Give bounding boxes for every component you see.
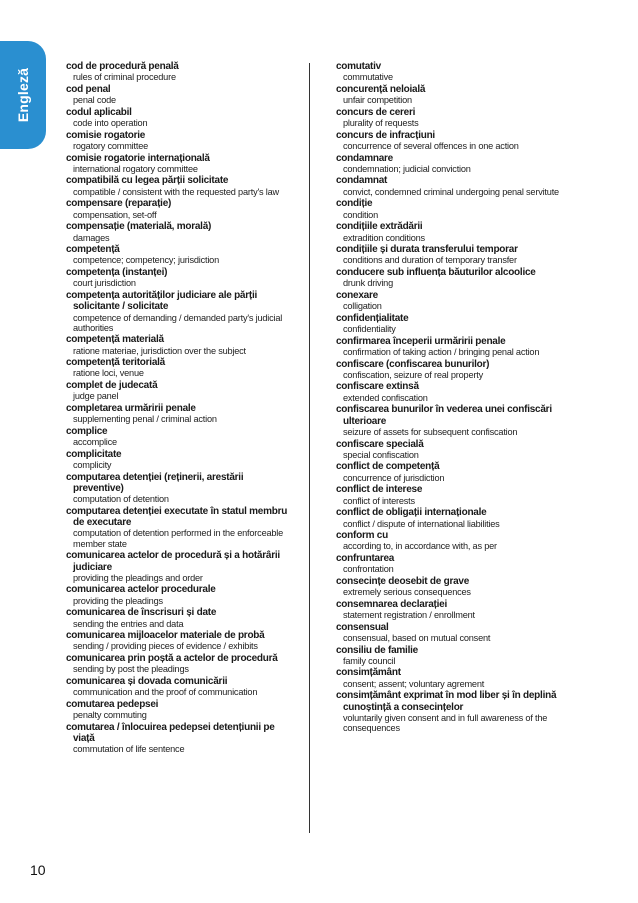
glossary-definition: code into operation xyxy=(73,118,148,129)
glossary-entry xyxy=(336,645,564,667)
glossary-term: consimțământ xyxy=(336,667,401,679)
glossary-entry xyxy=(336,507,564,529)
glossary-entry xyxy=(66,653,292,675)
glossary-entry xyxy=(66,221,292,243)
glossary-entry xyxy=(336,61,564,83)
glossary-term: complice xyxy=(66,425,108,437)
glossary-term: cod de procedură penală xyxy=(66,61,179,72)
glossary-definition: colligation xyxy=(343,301,382,312)
glossary-term: completarea urmăririi penale xyxy=(66,402,196,414)
glossary-definition: according to, in accordance with, as per xyxy=(343,541,497,552)
glossary-definition: extremely serious consequences xyxy=(343,587,471,598)
glossary-term: complet de judecată xyxy=(66,380,158,392)
language-side-tab xyxy=(0,41,46,149)
glossary-definition: confiscation, seizure of real property xyxy=(343,369,483,380)
page-number: 10 xyxy=(30,862,46,878)
glossary-term: complicitate xyxy=(66,448,122,460)
glossary-term: comisie rogatorie internațională xyxy=(66,152,210,164)
glossary-entry xyxy=(66,357,292,379)
glossary-definition: condition xyxy=(343,209,378,220)
glossary-term: concurs de infracțiuni xyxy=(336,129,435,141)
glossary-definition: accomplice xyxy=(73,437,117,448)
glossary-term: consensual xyxy=(336,621,389,633)
glossary-entry xyxy=(66,676,292,698)
glossary-entry xyxy=(66,584,292,606)
glossary-entry xyxy=(66,403,292,425)
glossary-entry xyxy=(66,244,292,266)
glossary-entry xyxy=(66,380,292,402)
glossary-definition: computation of detention xyxy=(73,494,169,505)
glossary-entry xyxy=(66,722,292,755)
glossary-entry xyxy=(336,530,564,552)
glossary-entry xyxy=(66,267,292,289)
glossary-term: conform cu xyxy=(336,530,388,542)
glossary-term: conducere sub influența băuturilor alcoolice xyxy=(336,267,536,279)
glossary-entry xyxy=(66,506,292,549)
glossary-term: confidențialitate xyxy=(336,312,409,324)
glossary-term: comunicarea mijloacelor materiale de probă xyxy=(66,630,265,642)
glossary-definition: rogatory committee xyxy=(73,140,149,151)
glossary-definition: drunk driving xyxy=(343,278,393,289)
glossary-definition: confrontation xyxy=(343,564,394,575)
glossary-entry xyxy=(66,198,292,220)
glossary-definition: providing the pleadings and order xyxy=(73,572,203,583)
glossary-definition: computation of detention performed in the enforceable member state xyxy=(73,528,284,549)
glossary-entry xyxy=(336,198,564,220)
glossary-definition: commutative xyxy=(343,72,393,83)
glossary-definition: voluntarily given consent and in full awareness of the consequences xyxy=(343,712,548,734)
glossary-entry xyxy=(66,61,292,83)
glossary-column-right xyxy=(336,61,564,735)
glossary-entry xyxy=(336,107,564,129)
glossary-term: competență materială xyxy=(66,334,164,346)
glossary-definition: complicity xyxy=(73,460,112,471)
glossary-definition: compensation, set-off xyxy=(73,209,157,220)
glossary-entry xyxy=(66,550,292,583)
glossary-entry xyxy=(66,334,292,356)
glossary-term: consimțământ exprimat în mod liber și în deplină cunoștință a consecințelor xyxy=(336,690,557,713)
glossary-entry xyxy=(336,404,564,437)
glossary-term: comunicarea și dovada comunicării xyxy=(66,675,228,687)
glossary-definition: commutation of life sentence xyxy=(73,744,185,755)
glossary-entry xyxy=(66,699,292,721)
glossary-entry xyxy=(66,84,292,106)
glossary-entry xyxy=(336,244,564,266)
glossary-term: condamnare xyxy=(336,152,393,164)
glossary-term: comutarea / înlocuirea pedepsei detențiunii pe viață xyxy=(66,721,275,745)
glossary-definition: penal code xyxy=(73,95,116,106)
glossary-term: compensație (materială, morală) xyxy=(66,221,212,233)
glossary-entry xyxy=(66,449,292,471)
glossary-entry xyxy=(336,690,564,733)
glossary-entry xyxy=(336,461,564,483)
glossary-definition: unfair competition xyxy=(343,95,412,106)
glossary-entry xyxy=(336,84,564,106)
glossary-definition: ratione loci, venue xyxy=(73,368,144,379)
column-divider xyxy=(309,63,310,833)
glossary-entry xyxy=(66,107,292,129)
glossary-term: confiscarea bunurilor în vederea unei confiscări ulterioare xyxy=(336,404,552,427)
glossary-entry xyxy=(66,153,292,175)
glossary-entry xyxy=(336,667,564,689)
glossary-term: condiție xyxy=(336,198,373,210)
glossary-definition: special confiscation xyxy=(343,449,419,460)
glossary-term: comunicarea prin poștă a actelor de procedură xyxy=(66,653,278,665)
glossary-term: comunicarea actelor de procedură și a hotărârii judiciare xyxy=(66,550,280,573)
glossary-entry xyxy=(336,313,564,335)
glossary-entry xyxy=(66,472,292,505)
glossary-term: concurs de cereri xyxy=(336,106,416,118)
glossary-definition: extradition conditions xyxy=(343,232,425,243)
glossary-term: condamnat xyxy=(336,175,388,187)
glossary-entry xyxy=(336,336,564,358)
glossary-term: comunicarea actelor procedurale xyxy=(66,584,216,596)
glossary-definition: court jurisdiction xyxy=(73,278,136,289)
glossary-definition: rules of criminal procedure xyxy=(73,72,176,83)
glossary-term: confiscare (confiscarea bunurilor) xyxy=(336,358,490,370)
glossary-term: cod penal xyxy=(66,83,111,95)
glossary-definition: conditions and duration of temporary transfer xyxy=(343,255,517,266)
glossary-entry xyxy=(336,439,564,461)
glossary-definition: condemnation; judicial conviction xyxy=(343,163,471,174)
side-tab-label: Engleză xyxy=(15,67,31,123)
glossary-term: competență xyxy=(66,244,120,256)
glossary-entry xyxy=(336,267,564,289)
glossary-column-left xyxy=(66,61,292,756)
glossary-term: codul aplicabil xyxy=(66,106,132,118)
glossary-definition: judge panel xyxy=(73,391,119,402)
glossary-term: confiscare specială xyxy=(336,438,424,450)
glossary-term: confiscare extinsă xyxy=(336,381,419,393)
glossary-term: confirmarea începerii urmăririi penale xyxy=(336,335,506,347)
glossary-definition: family council xyxy=(343,655,396,666)
glossary-entry xyxy=(336,175,564,197)
glossary-definition: ratione materiae, jurisdiction over the subject xyxy=(73,345,246,356)
glossary-entry xyxy=(336,484,564,506)
glossary-term: concurență neloială xyxy=(336,83,426,95)
glossary-definition: communication and the proof of communication xyxy=(73,687,258,698)
glossary-definition: consensual, based on mutual consent xyxy=(343,632,491,643)
glossary-definition: conflict of interests xyxy=(343,495,415,506)
glossary-definition: extended confiscation xyxy=(343,392,428,403)
glossary-definition: convict, condemned criminal undergoing penal servitute xyxy=(343,186,559,197)
glossary-term: condițiile și durata transferului temporar xyxy=(336,244,518,256)
glossary-definition: confirmation of taking action / bringing penal action xyxy=(343,346,540,357)
glossary-definition: concurrence of jurisdiction xyxy=(343,472,445,483)
glossary-term: competența (instanței) xyxy=(66,267,168,279)
glossary-definition: damages xyxy=(73,232,110,243)
glossary-term: competență teritorială xyxy=(66,357,165,369)
glossary-definition: seizure of assets for subsequent confiscation xyxy=(343,426,518,437)
glossary-entry xyxy=(336,359,564,381)
glossary-definition: sending by post the pleadings xyxy=(73,664,189,675)
glossary-definition: statement registration / enrollment xyxy=(343,610,475,621)
glossary-term: consemnarea declarației xyxy=(336,598,447,610)
glossary-term: computarea detenției (reținerii, arestării preventive) xyxy=(66,471,244,494)
glossary-term: conflict de competență xyxy=(336,461,440,473)
glossary-term: comunicarea de înscrisuri și date xyxy=(66,607,217,619)
glossary-term: consecințe deosebit de grave xyxy=(336,575,470,587)
glossary-term: comutativ xyxy=(336,61,381,72)
glossary-entry xyxy=(336,622,564,644)
glossary-term: competența autorităților judiciare ale părții solicitante / solicitate xyxy=(66,289,258,313)
glossary-definition: supplementing penal / criminal action xyxy=(73,414,217,425)
glossary-entry xyxy=(66,607,292,629)
glossary-entry xyxy=(336,221,564,243)
glossary-entry xyxy=(66,175,292,197)
glossary-term: confruntarea xyxy=(336,553,395,564)
glossary-term: comisie rogatorie xyxy=(66,129,146,141)
glossary-definition: competence; competency; jurisdiction xyxy=(73,255,219,266)
glossary-definition: penalty commuting xyxy=(73,710,147,721)
glossary-term: condițiile extrădării xyxy=(336,221,423,233)
glossary-entry xyxy=(336,153,564,175)
glossary-entry xyxy=(66,426,292,448)
glossary-definition: international rogatory committee xyxy=(73,163,198,174)
glossary-definition: providing the pleadings xyxy=(73,595,163,606)
glossary-entry xyxy=(336,130,564,152)
glossary-entry xyxy=(336,381,564,403)
glossary-entry xyxy=(336,290,564,312)
glossary-definition: conflict / dispute of international liabilities xyxy=(343,518,500,529)
glossary-definition: compatible / consistent with the requested party's law xyxy=(73,186,279,197)
glossary-term: conexare xyxy=(336,289,378,301)
glossary-term: compensare (reparație) xyxy=(66,198,172,210)
glossary-entry xyxy=(336,576,564,598)
glossary-definition: concurrence of several offences in one action xyxy=(343,140,519,151)
glossary-definition: sending / providing pieces of evidence / exhibits xyxy=(73,641,258,652)
glossary-definition: confidentiality xyxy=(343,324,396,335)
glossary-entry xyxy=(66,130,292,152)
glossary-entry xyxy=(66,630,292,652)
glossary-term: consiliu de familie xyxy=(336,644,418,656)
glossary-entry xyxy=(336,599,564,621)
glossary-term: compatibilă cu legea părții solicitate xyxy=(66,175,229,187)
glossary-definition: plurality of requests xyxy=(343,118,419,129)
glossary-definition: consent; assent; voluntary agrement xyxy=(343,678,485,689)
glossary-entry xyxy=(336,553,564,575)
glossary-definition: competence of demanding / demanded party's judicial authorities xyxy=(73,312,283,333)
glossary-term: conflict de interese xyxy=(336,484,423,496)
glossary-definition: sending the entries and data xyxy=(73,618,184,629)
glossary-term: comutarea pedepsei xyxy=(66,698,159,710)
glossary-term: computarea detenției executate în statul membru de executare xyxy=(66,505,288,529)
glossary-term: conflict de obligații internaționale xyxy=(336,507,487,519)
glossary-entry xyxy=(66,290,292,333)
